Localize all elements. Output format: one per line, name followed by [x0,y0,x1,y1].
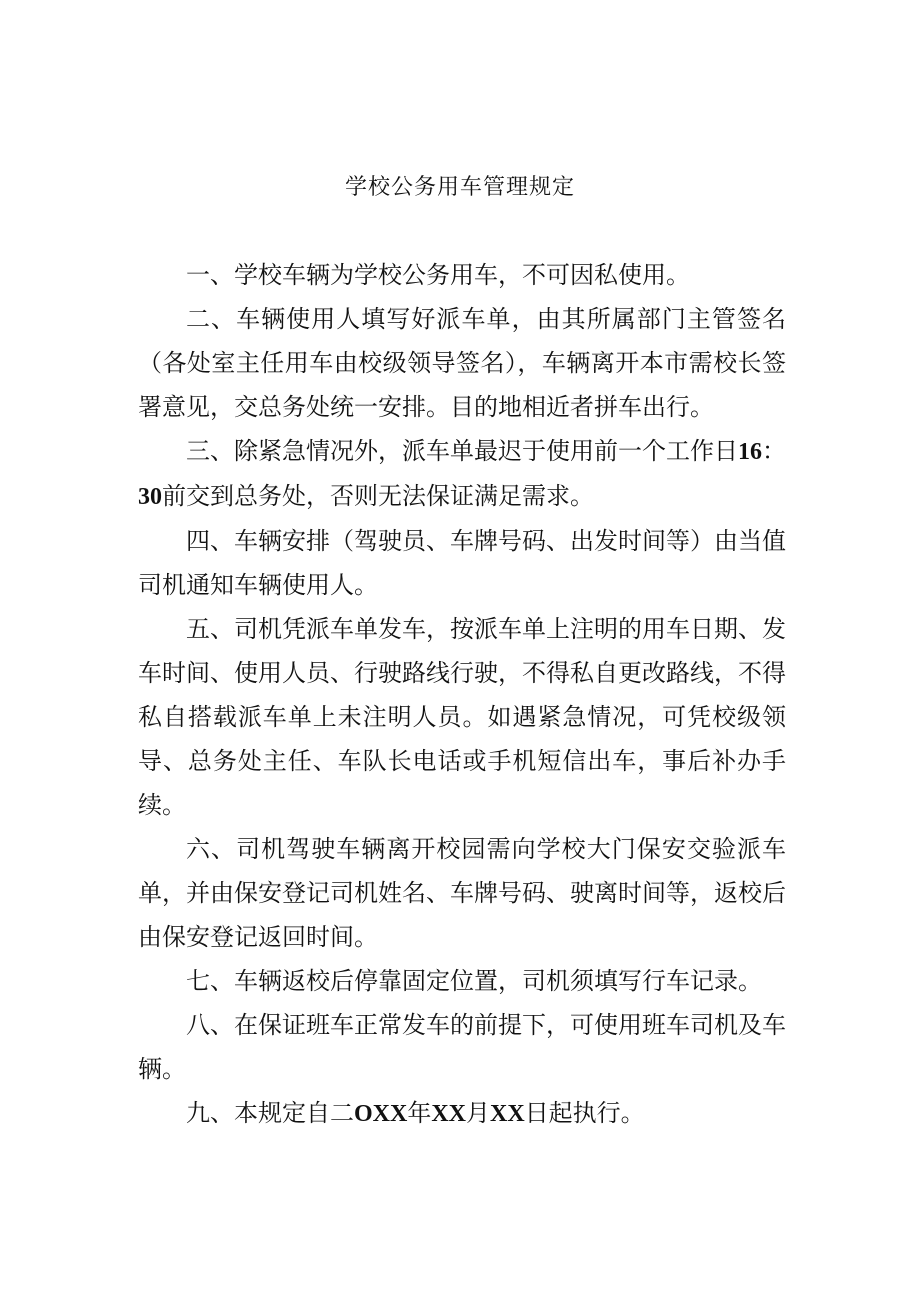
paragraph-3: 三、除紧急情况外，派车单最迟于使用前一个工作日16：30前交到总务处，否则无法保证满足需求。 [138,437,786,510]
paragraph-2: 二、车辆使用人填写好派车单，由其所属部门主管签名（各处室主任用车由校级领导签名），车辆离开本市需校长签署意见，交总务处统一安排。目的地相近者拼车出行。 [138,305,786,421]
paragraph-1: 一、学校车辆为学校公务用车，不可因私使用。 [186,261,690,289]
document-body [138,253,786,1136]
document-title: 学校公务用车管理规定 [344,175,575,200]
paragraph-4: 四、车辆安排（驾驶员、车牌号码、出发时间等）由当值司机通知车辆使用人。 [138,527,786,599]
paragraph-5: 五、司机凭派车单发车，按派车单上注明的用车日期、发车时间、使用人员、行驶路线行驶，不得私自更改路线，不得私自搭载派车单上未注明人员。如遇紧急情况，可凭校级领导、总务处主任、车队长电话或手机短信出车，事后补办手续。 [138,615,786,819]
paragraph-8: 八、在保证班车正常发车的前提下，可使用班车司机及车辆。 [138,1011,786,1083]
paragraph-7: 七、车辆返校后停靠固定位置，司机须填写行车记录。 [186,967,762,995]
paragraph-6: 六、司机驾驶车辆离开校园需向学校大门保安交验派车单，并由保安登记司机姓名、车牌号码、驶离时间等，返校后由保安登记返回时间。 [138,835,786,951]
paragraph-9: 九、本规定自二OXX年XX月XX日起执行。 [186,1099,645,1127]
